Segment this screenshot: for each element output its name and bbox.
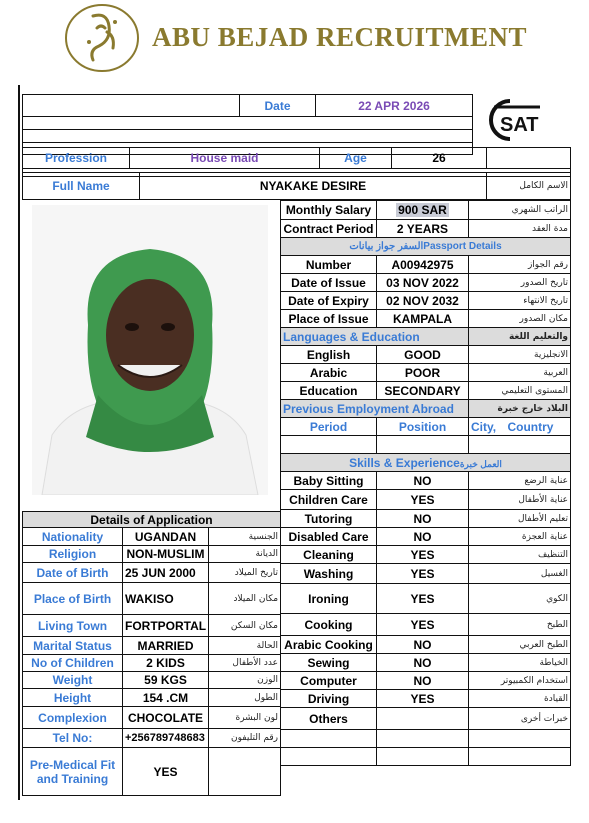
period-label: Contract Period — [281, 220, 377, 238]
issue-date-value: 03 NOV 2022 — [377, 274, 469, 292]
skill-value: YES — [377, 490, 469, 510]
app-ar: الجنسية — [209, 528, 281, 546]
app-label: Religion — [23, 546, 123, 563]
skill-value — [377, 708, 469, 730]
passport-title-ar: السفر جواز بيانات — [349, 241, 424, 252]
skill-label: Washing — [281, 564, 377, 584]
skill-value: YES — [377, 614, 469, 636]
app-label: No of Children — [23, 655, 123, 672]
education-label: Education — [281, 382, 377, 400]
issue-place-ar: مكان الصدور — [469, 310, 571, 328]
date-value: 22 APR 2026 — [316, 95, 473, 117]
app-label: Weight — [23, 672, 123, 689]
salary-ar: الراتب الشهري — [469, 201, 571, 220]
issue-place-label: Place of Issue — [281, 310, 377, 328]
skill-ar: الغسيل — [469, 564, 571, 584]
premed-value: YES — [123, 748, 209, 796]
company-name: ABU BEJAD RECRUITMENT — [152, 22, 528, 52]
english-ar: الانجليزية — [469, 346, 571, 364]
app-ar: مكان السكن — [209, 615, 281, 637]
expiry-date-label: Date of Expiry — [281, 292, 377, 310]
skill-ar: الطبخ العربي — [469, 636, 571, 654]
skill-ar: القيادة — [469, 690, 571, 708]
premed-label-line2: and Training — [36, 771, 109, 786]
salary-value — [377, 201, 469, 220]
age-value: 26 — [392, 148, 487, 169]
app-label: Marital Status — [23, 637, 123, 655]
app-label: Living Town — [23, 615, 123, 637]
issue-place-value: KAMPALA — [377, 310, 469, 328]
sat-logo — [480, 97, 555, 143]
skill-label: Cleaning — [281, 546, 377, 564]
app-value: MARRIED — [123, 637, 209, 655]
app-label: Tel No: — [23, 729, 123, 748]
date-table — [22, 94, 473, 155]
passport-number-value: A00942975 — [377, 256, 469, 274]
skill-value: YES — [377, 564, 469, 584]
english-label: English — [281, 346, 377, 364]
languages-title-ar: والتعليم اللغة — [469, 328, 571, 346]
skills-title-ar: العمل خبرة — [459, 458, 502, 469]
skill-label: Driving — [281, 690, 377, 708]
app-ar: الحالة — [209, 637, 281, 655]
profession-value: House maid — [130, 148, 320, 169]
sat-logo-text: SAT — [500, 114, 539, 136]
application-title: Details of Application — [23, 512, 281, 528]
passport-title: Passport Details — [423, 241, 502, 252]
right-info-table — [280, 200, 571, 454]
premed-label-line1: Pre-Medical Fit — [29, 757, 116, 772]
app-value: +256789748683 — [123, 729, 209, 748]
english-value: GOOD — [377, 346, 469, 364]
app-ar: الطول — [209, 689, 281, 707]
app-value: UGANDAN — [123, 528, 209, 546]
skill-ar: عناية العجزة — [469, 528, 571, 546]
app-label: Complexion — [23, 707, 123, 729]
skill-label: Arabic Cooking — [281, 636, 377, 654]
full-name-ar: الاسم الكامل — [487, 173, 571, 200]
app-label: Nationality — [23, 528, 123, 546]
skill-ar: خبرات أخرى — [469, 708, 571, 730]
skill-label: Baby Sitting — [281, 472, 377, 490]
arabic-value: POOR — [377, 364, 469, 382]
skills-title: Skills & Experience — [349, 455, 460, 470]
issue-date-label: Date of Issue — [281, 274, 377, 292]
app-ar: عدد الأطفال — [209, 655, 281, 672]
company-logo — [63, 2, 141, 74]
profession-label: Profession — [23, 148, 130, 169]
languages-title: Languages & Education — [281, 328, 469, 346]
employment-col-period: Period — [281, 418, 377, 436]
salary-label: Monthly Salary — [281, 201, 377, 220]
employment-col-position: Position — [377, 418, 469, 436]
app-value: WAKISO — [123, 583, 209, 615]
issue-date-ar: تاريخ الصدور — [469, 274, 571, 292]
app-value: FORTPORTAL — [123, 615, 209, 637]
fullname-table — [22, 172, 571, 200]
employment-col-city: City, — [471, 419, 497, 434]
skill-label: Computer — [281, 672, 377, 690]
app-ar: تاريخ الميلاد — [209, 563, 281, 583]
expiry-date-value: 02 NOV 2032 — [377, 292, 469, 310]
passport-number-label: Number — [281, 256, 377, 274]
app-value: 25 JUN 2000 — [123, 563, 209, 583]
salary-value-text: 900 SAR — [398, 203, 447, 217]
skill-value: NO — [377, 510, 469, 528]
premed-label — [23, 748, 123, 796]
skill-label: Sewing — [281, 654, 377, 672]
arabic-ar: العربية — [469, 364, 571, 382]
passport-number-ar: رقم الجواز — [469, 256, 571, 274]
education-value: SECONDARY — [377, 382, 469, 400]
app-label: Height — [23, 689, 123, 707]
skill-value: YES — [377, 690, 469, 708]
period-value: 2 YEARS — [377, 220, 469, 238]
skill-ar: التنظيف — [469, 546, 571, 564]
app-value: NON-MUSLIM — [123, 546, 209, 563]
app-ar: الوزن — [209, 672, 281, 689]
skill-label: Others — [281, 708, 377, 730]
expiry-date-ar: تاريخ الانتهاء — [469, 292, 571, 310]
full-name-label: Full Name — [23, 173, 140, 200]
skill-ar: الخياطة — [469, 654, 571, 672]
skill-label: Cooking — [281, 614, 377, 636]
skill-value: NO — [377, 528, 469, 546]
passport-section-title — [281, 238, 571, 256]
app-value: 154 .CM — [123, 689, 209, 707]
skill-value: YES — [377, 546, 469, 564]
application-table — [22, 511, 281, 796]
employment-col-location — [469, 418, 571, 436]
skill-value: YES — [377, 584, 469, 614]
education-ar: المستوى التعليمي — [469, 382, 571, 400]
app-value: 59 KGS — [123, 672, 209, 689]
skill-ar: عناية الرضع — [469, 472, 571, 490]
skill-label: Ironing — [281, 584, 377, 614]
app-ar: رقم التليفون — [209, 729, 281, 748]
app-value: 2 KIDS — [123, 655, 209, 672]
skill-value: NO — [377, 472, 469, 490]
app-value: CHOCOLATE — [123, 707, 209, 729]
employment-title: Previous Employment Abroad — [281, 400, 469, 418]
app-label: Date of Birth — [23, 563, 123, 583]
skill-ar: تعليم الأطفال — [469, 510, 571, 528]
employment-col-country: Country — [507, 419, 554, 434]
employment-title-ar: البلاد خارج خبرة — [469, 400, 571, 418]
skill-value: NO — [377, 672, 469, 690]
skill-label: Tutoring — [281, 510, 377, 528]
full-name-value: NYAKAKE DESIRE — [140, 173, 487, 200]
app-ar: مكان الميلاد — [209, 583, 281, 615]
skills-table — [280, 453, 571, 766]
app-label: Place of Birth — [23, 583, 123, 615]
arabic-label: Arabic — [281, 364, 377, 382]
age-label: Age — [320, 148, 392, 169]
date-label: Date — [240, 95, 316, 117]
skill-label: Disabled Care — [281, 528, 377, 546]
skill-ar: عناية الأطفال — [469, 490, 571, 510]
app-ar: لون البشرة — [209, 707, 281, 729]
period-ar: مدة العقد — [469, 220, 571, 238]
skill-ar: الطبخ — [469, 614, 571, 636]
skill-value: NO — [377, 654, 469, 672]
app-ar: الديانة — [209, 546, 281, 563]
skill-ar: الكوي — [469, 584, 571, 614]
skill-label: Children Care — [281, 490, 377, 510]
candidate-photo — [32, 205, 268, 495]
skill-ar: استخدام الكمبيوتر — [469, 672, 571, 690]
skill-value: NO — [377, 636, 469, 654]
skills-section-title — [281, 454, 571, 472]
